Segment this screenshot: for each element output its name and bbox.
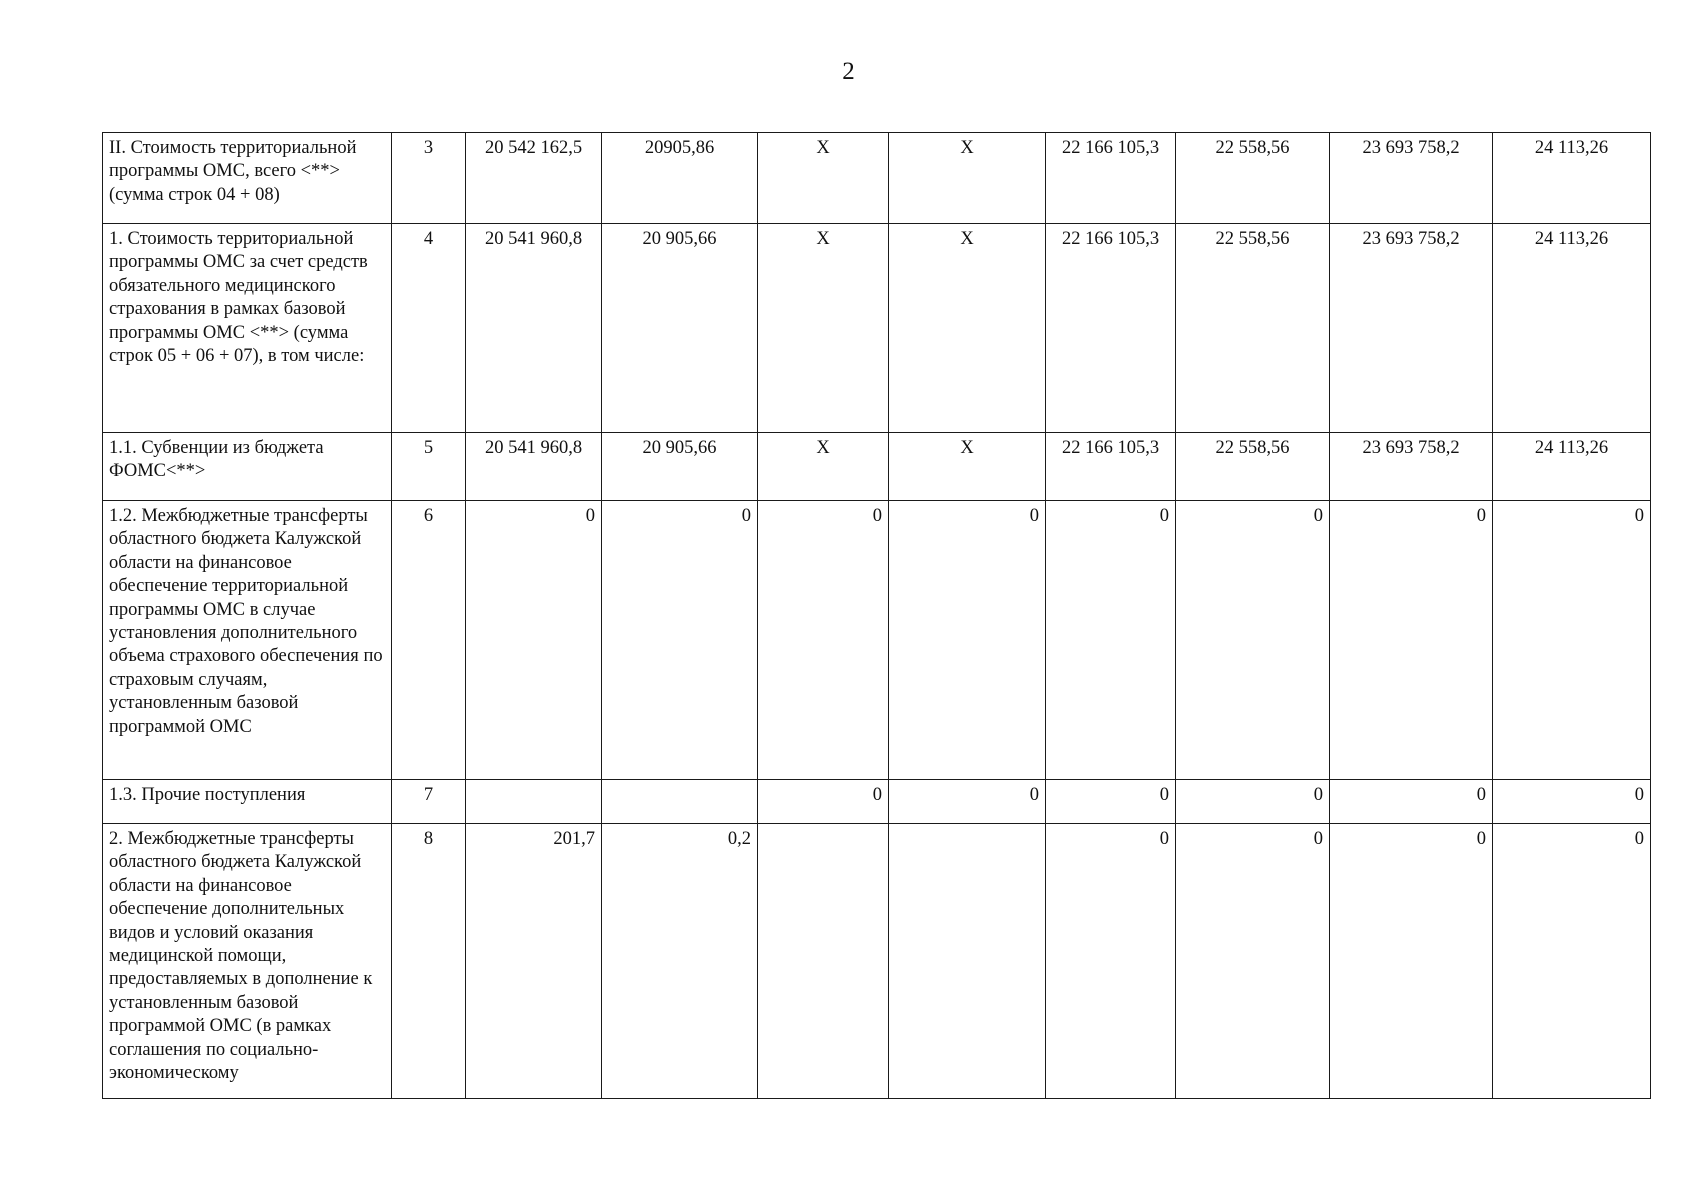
budget-table — [102, 132, 1651, 1099]
table-cell: 22 558,56 — [1176, 224, 1330, 433]
table-row — [103, 824, 1651, 1099]
table-row — [103, 133, 1651, 224]
table-cell: 24 113,26 — [1493, 224, 1651, 433]
row-label: 1.2. Межбюджетные трансферты областного бюджета Калужской области на финансовое обеспечение территориальной программы ОМС в случае установления дополнительного объема страхового обеспечения по страховым случаям, установленным базовой программой ОМС — [103, 501, 392, 780]
table-row — [103, 780, 1651, 824]
table-cell: 0 — [758, 780, 889, 824]
table-cell: 0,2 — [602, 824, 758, 1099]
table-cell: 22 558,56 — [1176, 133, 1330, 224]
table-cell: 0 — [1046, 780, 1176, 824]
line-number: 7 — [392, 780, 466, 824]
table-cell: 0 — [1176, 824, 1330, 1099]
table-cell: 201,7 — [466, 824, 602, 1099]
line-number: 8 — [392, 824, 466, 1099]
line-number: 4 — [392, 224, 466, 433]
row-label: II. Стоимость территориальной программы ОМС, всего <**> (сумма строк 04 + 08) — [103, 133, 392, 224]
table-cell: 0 — [1176, 780, 1330, 824]
table-cell: 0 — [1046, 824, 1176, 1099]
table-cell — [602, 780, 758, 824]
table-cell: X — [889, 224, 1046, 433]
table-cell: 22 166 105,3 — [1046, 224, 1176, 433]
table-cell: 23 693 758,2 — [1330, 133, 1493, 224]
table-cell — [889, 824, 1046, 1099]
table-cell: X — [889, 433, 1046, 501]
table-cell: 23 693 758,2 — [1330, 433, 1493, 501]
table-cell: 20 542 162,5 — [466, 133, 602, 224]
table-cell: 23 693 758,2 — [1330, 224, 1493, 433]
table-cell: 24 113,26 — [1493, 433, 1651, 501]
table-cell: 0 — [602, 501, 758, 780]
table-cell: 0 — [1493, 824, 1651, 1099]
table-cell: X — [758, 433, 889, 501]
page-number: 2 — [842, 58, 855, 85]
table-cell: 0 — [1176, 501, 1330, 780]
table-cell: 20 905,66 — [602, 433, 758, 501]
table-row — [103, 501, 1651, 780]
row-label: 1. Стоимость территориальной программы ОМС за счет средств обязательного медицинского страхования в рамках базовой программы ОМС <**> (сумма строк 05 + 06 + 07), в том числе: — [103, 224, 392, 433]
table-cell: X — [758, 133, 889, 224]
table-cell: X — [889, 133, 1046, 224]
table-cell: 20 541 960,8 — [466, 224, 602, 433]
table-cell — [758, 824, 889, 1099]
table-cell: 22 558,56 — [1176, 433, 1330, 501]
table-cell: 0 — [889, 501, 1046, 780]
table-cell: 0 — [1493, 780, 1651, 824]
table-cell: 22 166 105,3 — [1046, 133, 1176, 224]
table-cell: 20 905,66 — [602, 224, 758, 433]
table-cell: 0 — [758, 501, 889, 780]
table-cell: 0 — [1330, 824, 1493, 1099]
table-cell: 0 — [1493, 501, 1651, 780]
line-number: 6 — [392, 501, 466, 780]
table-cell: 20 541 960,8 — [466, 433, 602, 501]
row-label: 1.3. Прочие поступления — [103, 780, 392, 824]
table-cell: 0 — [466, 501, 602, 780]
table-cell: 24 113,26 — [1493, 133, 1651, 224]
table-cell: 0 — [889, 780, 1046, 824]
table-cell: 0 — [1330, 501, 1493, 780]
table-row — [103, 224, 1651, 433]
table-cell: 20905,86 — [602, 133, 758, 224]
table-cell: 0 — [1046, 501, 1176, 780]
table-cell: 0 — [1330, 780, 1493, 824]
line-number: 5 — [392, 433, 466, 501]
table-row — [103, 433, 1651, 501]
table-cell: 22 166 105,3 — [1046, 433, 1176, 501]
line-number: 3 — [392, 133, 466, 224]
table-cell: X — [758, 224, 889, 433]
row-label: 2. Межбюджетные трансферты областного бюджета Калужской области на финансовое обеспечение дополнительных видов и условий оказания медицинской помощи, предоставляемых в дополнение к установленным базовой программой ОМС (в рамках соглашения по социально-экономическому — [103, 824, 392, 1099]
row-label: 1.1. Субвенции из бюджета ФОМС<**> — [103, 433, 392, 501]
table-cell — [466, 780, 602, 824]
